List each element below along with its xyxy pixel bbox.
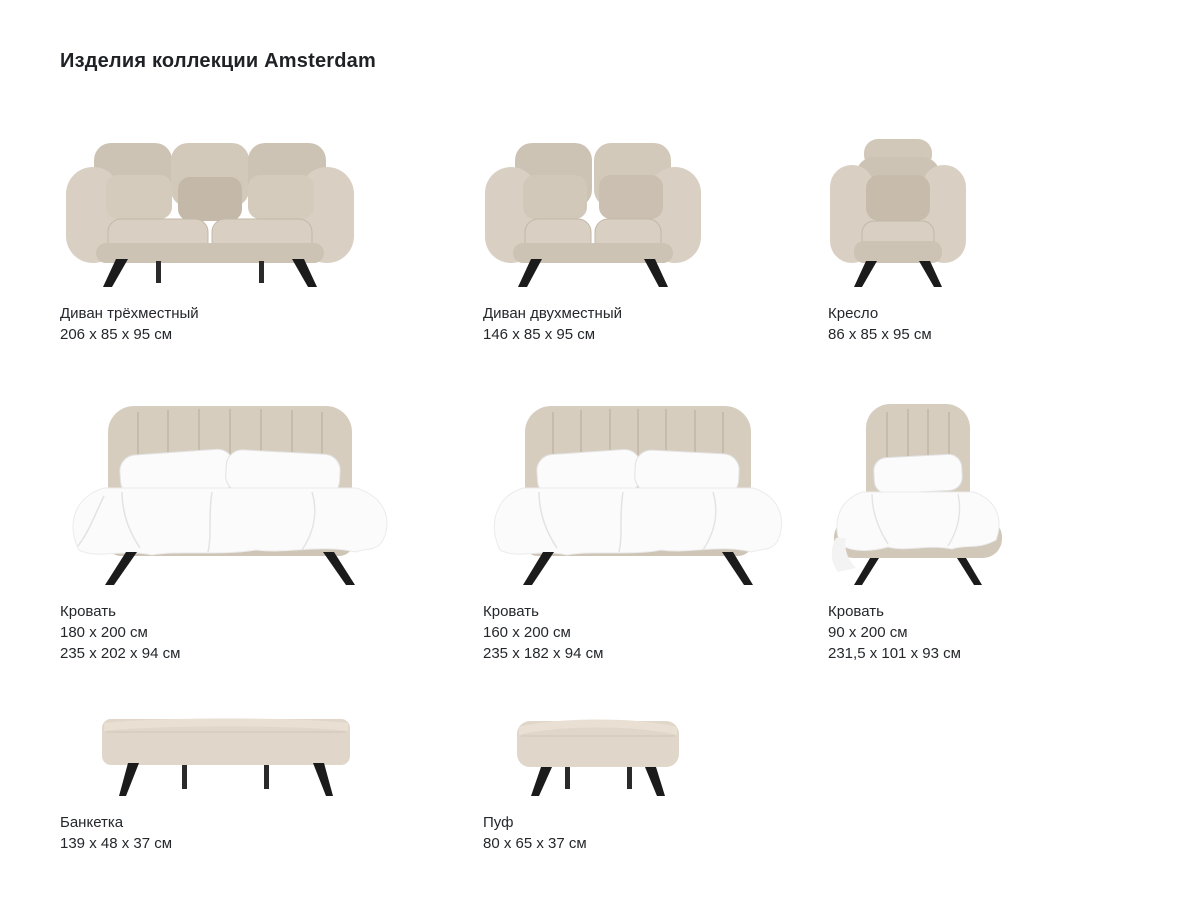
product-image-bed-180	[60, 401, 400, 585]
product-name: Кресло	[828, 305, 879, 322]
product-name: Диван трёхместный	[60, 305, 199, 322]
product-label	[60, 303, 199, 345]
bench-illustration	[96, 711, 356, 796]
product-name: Кровать	[60, 603, 116, 620]
product-name: Банкетка	[60, 814, 124, 831]
product-label	[483, 601, 603, 664]
product-card-sofa-two-seat	[483, 119, 828, 345]
product-image-bench	[96, 720, 356, 796]
sofa-three-seat-illustration	[60, 129, 360, 287]
product-image-pouf	[503, 720, 693, 796]
armchair-illustration	[828, 129, 968, 287]
product-label	[483, 303, 622, 345]
product-name: Пуф	[483, 814, 514, 831]
product-image-sofa-three-seat	[60, 119, 360, 287]
product-name: Кровать	[828, 603, 884, 620]
product-image-bed-90	[828, 401, 1008, 585]
product-size: 139 x 48 x 37 см	[60, 835, 173, 852]
product-label	[483, 812, 587, 854]
product-size: 235 x 182 x 94 см	[483, 645, 604, 662]
product-size: 86 x 85 x 95 см	[828, 326, 932, 343]
product-card-bed-160	[483, 401, 828, 664]
product-size: 206 x 85 x 95 см	[60, 326, 173, 343]
product-image-bed-160	[483, 401, 793, 585]
product-name: Кровать	[483, 603, 539, 620]
product-label	[60, 812, 172, 854]
product-card-bench	[60, 720, 483, 854]
product-label	[828, 601, 961, 664]
product-label	[60, 601, 180, 664]
product-name: Диван двухместный	[483, 305, 622, 322]
product-card-bed-180	[60, 401, 483, 664]
sofa-two-seat-illustration	[483, 129, 703, 287]
page-title: Изделия коллекции Amsterdam	[60, 50, 376, 72]
product-size: 180 x 200 см	[60, 624, 148, 641]
product-size: 80 x 65 x 37 см	[483, 835, 587, 852]
grid-spacer	[828, 720, 1200, 854]
bed-90-illustration	[828, 400, 1008, 585]
product-size: 90 x 200 см	[828, 624, 908, 641]
bed-160-illustration	[483, 400, 793, 585]
product-card-bed-90	[828, 401, 1200, 664]
bed-180-illustration	[60, 400, 400, 585]
product-label	[828, 303, 932, 345]
product-size: 235 x 202 x 94 см	[60, 645, 181, 662]
product-size: 231,5 x 101 x 93 см	[828, 645, 961, 662]
product-image-armchair	[828, 119, 968, 287]
product-image-sofa-two-seat	[483, 119, 703, 287]
pouf-illustration	[503, 711, 693, 796]
product-grid	[60, 119, 1160, 854]
product-size: 160 x 200 см	[483, 624, 571, 641]
product-card-pouf	[483, 720, 828, 854]
product-size: 146 x 85 x 95 см	[483, 326, 596, 343]
product-card-armchair	[828, 119, 1200, 345]
product-card-sofa-three-seat	[60, 119, 483, 345]
